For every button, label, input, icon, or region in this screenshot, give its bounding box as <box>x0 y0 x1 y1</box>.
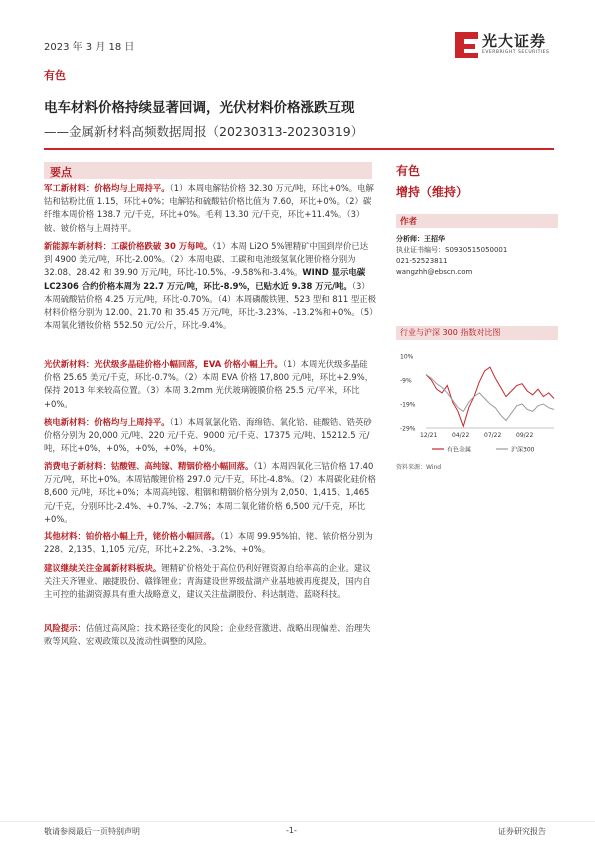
section-emphasis: WIND 显示电碳 LC2306 合约价格本周为 22.7 万元/吨，环比-8.9%，已贴水近 9.38 万元/吨。 <box>44 267 366 291</box>
x-tick-label: 09/22 <box>516 432 534 439</box>
footer-divider <box>0 821 595 822</box>
x-tick-label: 07/22 <box>484 432 502 439</box>
report-date: 2023 年 3 月 18 日 <box>44 42 135 53</box>
y-tick-label: -9% <box>400 377 412 385</box>
section-text: （1）本周 99.95%铂、铑、铱价格分别为 228、2,135、1,105 元/克，环比+2.2%、-3.2%、+0%。 <box>44 531 373 555</box>
section-text: （1）本周氧氯化锆、海绵锆、氧化铪、硅酸锆、锆英砂价格分别为 20,000 元/吨、220 元/千克、9000 元/千克、17375 元/吨、15212.5 元/吨，环比+0%，+0%，+0%，+0%，+0%。 <box>44 417 372 454</box>
summary-section-other <box>44 530 376 556</box>
summary-section-nuclear <box>44 416 376 456</box>
section-text: 估值过高风险；技术路径变化的风险；企业经营激进、战略出现偏差、治理失败等风险、宏观政策以及流动性调整的风险。 <box>44 623 371 647</box>
summary-heading: 要点 <box>50 166 72 179</box>
author-heading: 作者 <box>400 217 418 227</box>
summary-section-recommendation <box>44 562 376 602</box>
author-info <box>396 234 507 278</box>
section-text: （1）本周 Li2O 5%锂精矿中国到岸价已达到 4900 美元/吨，环比-2.00%。（2）本周电碳、工碳和电池级氢氧化锂价格分别为 32.08、28.42 和 39.90 万元/吨，环比-10.5%、-9.58%和-3.4%。 <box>44 241 369 278</box>
brand-name: 光大证券 <box>482 32 547 50</box>
analyst-name: 分析师：王招华 <box>396 235 445 243</box>
summary-section-consumer <box>44 460 376 526</box>
series-line-0 <box>426 367 554 426</box>
author-heading-bar <box>396 214 558 228</box>
section-text: 锂精矿价格处于高位仍利好锂资源自给率高的企业。建议关注天齐锂业、融捷股份、赣锋锂业；青海建设世界级盐湖产业基地被再度提及，国内自主可控的盐湖资源具有重大战略意义，建议关注盐湖股份、科达制造、蓝晓科技。 <box>44 563 371 600</box>
summary-section-pv <box>44 358 376 411</box>
rating-badge: 增持（维持） <box>396 185 469 199</box>
section-text: （1）本周光伏级多晶硅价格 25.65 美元/千克，环比-0.7%。（2）本周 EVA 价格 17,800 元/吨，环比+2.9%，保持 2013 年来较高位置。（3）本周 3.2mm 光伏玻璃镀膜价格 25.5 元/平米，环比+0%。 <box>44 359 374 409</box>
summary-section-military <box>44 182 376 235</box>
phone-number: 021-52523811 <box>396 257 448 265</box>
x-tick-label: 04/22 <box>452 432 470 439</box>
footer-report-type: 证券研究报告 <box>498 827 546 836</box>
y-tick-label: -19% <box>400 401 416 409</box>
section-text: （1）本周四氧化三钴价格 17.40 万元/吨，环比+0%。本周钴酸锂价格 297.0 元/千克，环比-4.8%。（2）本周碳化硅价格 8,600 元/吨，环比+0%；本周高纯镓、粗铟和精铟价格分别为 2,050、1,415、1,465 元/千克，分别环比-2.4%、+0.7%、-2.7%；本周二氧化锗价格 6,500 元/千克，环比+0%。 <box>44 461 376 524</box>
summary-section-ev <box>44 240 376 332</box>
legend-label: 沪深300 <box>511 446 535 454</box>
chart-heading: 行业与沪深 300 指数对比图 <box>400 328 501 337</box>
report-title: 电车材料价格持续显著回调，光伏材料价格涨跌互现 <box>44 100 355 116</box>
x-tick-label: 12/21 <box>420 432 438 439</box>
y-tick-label: 10% <box>400 353 414 361</box>
legend-label: 有色金属 <box>447 446 472 454</box>
report-sector: 有色 <box>44 69 66 82</box>
sidebar-sector: 有色 <box>396 164 421 178</box>
section-keyword: 消费电子新材料：钴酸锂、高纯镓、精铟价格小幅回落。 <box>44 461 254 471</box>
title-divider <box>44 148 554 150</box>
license-number: 执业证书编号：S0930515050001 <box>396 246 508 254</box>
report-subtitle: ——金属新材料高频数据周报（20230313-20230319） <box>44 124 364 139</box>
series-line-1 <box>426 375 554 421</box>
index-comparison-chart <box>396 348 558 458</box>
footer-disclaimer: 敬请参阅最后一页特别声明 <box>44 827 140 836</box>
section-keyword: 军工新材料：价格均与上周持平。 <box>44 183 170 193</box>
summary-section-risk <box>44 622 376 648</box>
y-tick-label: -29% <box>400 425 416 433</box>
section-keyword: 风险提示： <box>44 623 86 633</box>
section-keyword: 其他材料：铂价格小幅上升，铑价格小幅回落。 <box>44 531 220 541</box>
section-text: （1）本周电解钴价格 32.30 万元/吨，环比+0%。电解钴和钴粉比值 1.15，环比+0%；电解钴和硫酸钴价格比值为 7.60，环比+0%。（2）碳纤维本周价格 138.7 元/千克，环比+0%。毛利 13.30 元/千克，环比+11.4%。（3）铍、铍价格与上周持平。 <box>44 183 374 233</box>
email-address[interactable]: wangzhh@ebscn.com <box>396 268 473 276</box>
section-keyword: 新能源车新材料：工碳价格跌破 30 万每吨。 <box>44 241 213 251</box>
section-keyword: 核电新材料：价格均与上周持平。 <box>44 417 170 427</box>
page-number: -1- <box>286 826 297 835</box>
section-keyword: 建议继续关注金属新材料板块。 <box>44 563 162 573</box>
section-keyword: 光伏新材料：光伏级多晶硅价格小幅回落，EVA 价格小幅上升。 <box>44 359 283 369</box>
chart-source: 资料来源：Wind <box>396 464 442 471</box>
brand-sub: EVERBRIGHT SECURITIES <box>482 50 550 55</box>
summary-heading-bar <box>44 162 372 179</box>
section-text-2: （3）本周硫酸钴价格 4.25 万元/吨，环比-0.70%。（4）本周磷酸铁锂、523 型和 811 型正极材料价格分别为 12.00、21.70 和 35.45 万元/吨，环比-3.23%、-13.2%和+0%。（5）本周氧化镨钕价格 552.50 元/公斤，环比-9.4%。 <box>44 280 377 331</box>
